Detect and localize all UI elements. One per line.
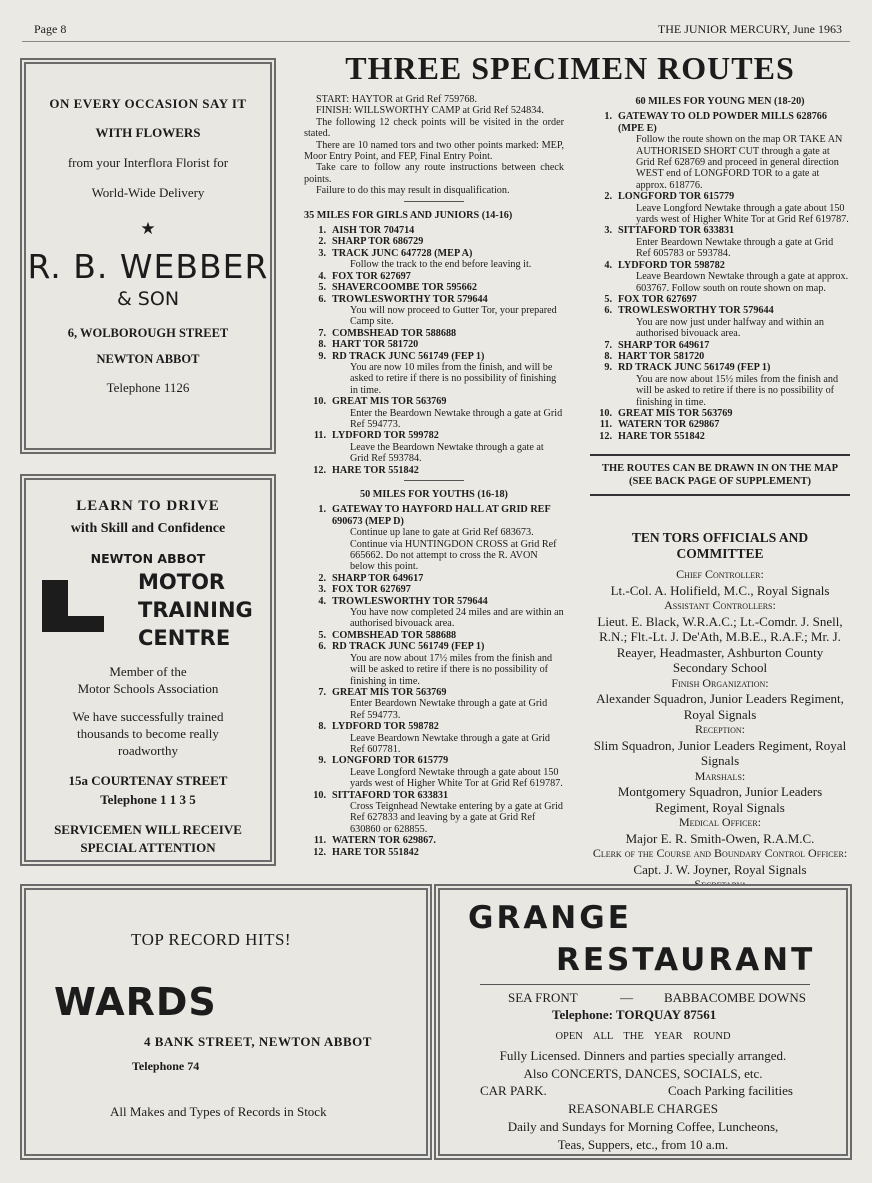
route50-heading: 50 MILES FOR YOUTHS (16-18): [360, 489, 508, 500]
checkpoint-item: [304, 630, 564, 641]
webber-advert: [20, 58, 276, 454]
motor-brand1: NEWTON ABBOT: [90, 551, 206, 566]
medical-title: Medical Officer:: [678, 815, 762, 829]
wards-address: 4 BANK STREET, NEWTON ABBOT: [144, 1034, 372, 1049]
motor-brand4: CENTRE: [138, 626, 231, 650]
checkpoint-item: [304, 596, 564, 630]
checkpoint-item: [304, 248, 564, 271]
checkpoint-name: COMBSHEAD TOR 588688: [332, 629, 457, 641]
motor-line2: with Skill and Confidence: [70, 521, 226, 536]
map-note: THE ROUTES CAN BE DRAWN IN ON THE MAP (SEE BACK PAGE OF SUPPLEMENT): [601, 463, 839, 488]
clerk-title: Clerk of the Course and Boundary Control Officer:: [592, 846, 848, 860]
checkpoint-name: WATERN TOR 629867.: [332, 835, 436, 847]
article-middle-column: [304, 94, 564, 858]
checkpoint-number: 5.: [318, 282, 326, 294]
checkpoint-number: 4.: [604, 259, 612, 271]
checkpoint-item: [304, 351, 564, 397]
section-rule: [590, 494, 850, 496]
medical-name: Major E. R. Smith-Owen, R.A.M.C.: [625, 830, 815, 846]
grange-line4: Teas, Suppers, etc., from 10 a.m.: [557, 1137, 729, 1152]
checkpoint-number: 2.: [318, 236, 326, 248]
webber-son: & SON: [116, 288, 180, 310]
checkpoint-number: 4.: [318, 270, 326, 282]
checkpoint-number: 8.: [604, 350, 612, 362]
grange-phone: Telephone: TORQUAY 87561: [552, 1007, 717, 1022]
wards-phone: Telephone 74: [132, 1059, 200, 1073]
motor-svc2: SPECIAL ATTENTION: [80, 840, 216, 855]
checkpoint-name: LONGFORD TOR 615779: [618, 191, 735, 203]
checkpoint-item: [590, 362, 850, 408]
checkpoint-number: 10.: [313, 789, 326, 801]
checkpoint-instruction: You are now about 17½ miles from the finish and will be asked to retire if there is no possibility of finishing in time.: [350, 652, 553, 687]
checkpoint-instruction: Enter the Beardown Newtake through a gate at Grid Ref 594773.: [350, 407, 563, 430]
motor-svc1: SERVICEMEN WILL RECEIVE: [54, 822, 242, 837]
checkpoint-number: 1.: [318, 504, 326, 516]
motor-trained1: We have successfully trained: [72, 709, 224, 724]
checkpoint-name: SHARP TOR 686729: [332, 236, 424, 248]
checkpoint-name: GREAT MIS TOR 563769: [332, 686, 447, 698]
checkpoint-name: TROWLESWORTHY TOR 579644: [618, 305, 774, 317]
checkpoint-name: COMBSHEAD TOR 588688: [332, 327, 457, 339]
checkpoint-item: [590, 294, 850, 305]
motor-street: 15a COURTENAY STREET: [68, 773, 228, 788]
checkpoint-number: 12.: [313, 464, 326, 476]
checkpoint-number: 6.: [318, 641, 326, 653]
clerk-name: Capt. J. W. Joyner, Royal Signals: [633, 861, 807, 877]
checkpoint-name: SITTAFORD TOR 633831: [332, 789, 449, 801]
checkpoint-item: [304, 282, 564, 293]
checkpoint-name: TROWLESWORTHY TOR 579644: [332, 293, 488, 305]
checkpoint-name: FOX TOR 627697: [332, 270, 411, 282]
checkpoint-name: TRACK JUNC 647728 (MEP A): [332, 247, 473, 259]
checkpoint-instruction: Leave Longford Newtake through a gate about 150 yards west of Higher White Tor at Grid Ref 619787.: [350, 766, 563, 790]
checkpoint-item: [304, 328, 564, 339]
page-number: Page 8: [34, 22, 67, 36]
intro-paragraph: There are 10 named tors and two other points marked: MEP, Moor Entry Point, and FEP, Final Entry Point.: [304, 139, 564, 163]
marshals-title: Marshals:: [694, 768, 746, 783]
checkpoint-item: [304, 790, 564, 836]
checkpoint-item: [590, 351, 850, 362]
asst-names: Lieut. E. Black, W.R.A.C.; Lt.-Comdr. J. Snell, R.N.; Flt.-Lt. J. De'Ath, M.B.E., R.A.F.; Mr. J. Reayer, Headmaster, Ashburton County Secondary School: [597, 613, 843, 675]
checkpoint-number: 6.: [604, 305, 612, 317]
checkpoint-number: 5.: [318, 629, 326, 641]
chief-name: Lt.-Col. A. Holifield, M.C., Royal Signals: [610, 582, 830, 598]
chief-title: Chief Controller:: [676, 567, 764, 581]
checkpoint-instruction: Leave Beardown Newtake through a gate at approx. 603767. Follow south on route shown on map.: [636, 271, 849, 294]
checkpoint-item: [304, 504, 564, 572]
wards-tagline: All Makes and Types of Records in Stock: [110, 1104, 327, 1119]
checkpoint-instruction: You are now 10 miles from the finish, and will be asked to retire if there is no possibility of finishing in time.: [350, 361, 557, 396]
webber-town: NEWTON ABBOT: [96, 352, 200, 366]
checkpoint-name: SHARP TOR 649617: [618, 339, 710, 351]
route60-list: [590, 111, 850, 442]
checkpoint-item: [590, 340, 850, 351]
checkpoint-number: 1.: [318, 225, 326, 237]
checkpoint-name: HARE TOR 551842: [332, 464, 419, 476]
grange-coach: Coach Parking facilities: [668, 1083, 793, 1098]
checkpoint-number: 1.: [604, 111, 612, 123]
checkpoint-instruction: Follow the route shown on the map OR TAKE AN AUTHORISED SHORT CUT through a gate at Grid Ref 628769 and proceed in general direction WEST end of LONGFORD TOR to a gate at approx. 618776.: [636, 134, 843, 191]
checkpoint-name: TROWLESWORTHY TOR 579644: [332, 595, 488, 607]
checkpoint-name: RD TRACK JUNC 561749 (FEP 1): [618, 362, 771, 374]
webber-line1: ON EVERY OCCASION SAY IT: [49, 96, 247, 111]
checkpoint-instruction: You have now completed 24 miles and are within an authorised bivouack area.: [350, 607, 564, 630]
wards-advert: [20, 884, 432, 1160]
checkpoint-name: SHARP TOR 649617: [332, 572, 424, 584]
checkpoint-instruction: Leave the Beardown Newtake through a gate at Grid Ref 593784.: [350, 441, 544, 465]
motor-brand3: TRAINING: [138, 598, 253, 622]
route35-heading: 35 MILES FOR GIRLS AND JUNIORS (14-16): [304, 209, 513, 221]
separator: [404, 480, 464, 481]
grange-dash: —: [620, 990, 633, 1005]
checkpoint-name: SHAVERCOOMBE TOR 595662: [332, 282, 477, 294]
checkpoint-item: [304, 339, 564, 350]
motor-brand2: MOTOR: [138, 570, 226, 594]
webber-street: 6, WOLBOROUGH STREET: [67, 326, 229, 340]
grange-open: OPEN ALL THE YEAR ROUND: [555, 1031, 731, 1042]
checkpoint-number: 7.: [318, 327, 326, 339]
motor-trained3: roadworthy: [118, 743, 178, 758]
grange-advert: [434, 884, 852, 1160]
l-plate-foot: [42, 616, 104, 632]
checkpoint-item: [304, 573, 564, 584]
checkpoint-name: HART TOR 581720: [332, 339, 419, 351]
checkpoint-name: GREAT MIS TOR 563769: [332, 396, 447, 408]
checkpoint-item: [590, 305, 850, 339]
grange-park: CAR PARK.: [480, 1083, 547, 1098]
checkpoint-number: 9.: [604, 362, 612, 374]
checkpoint-name: RD TRACK JUNC 561749 (FEP 1): [332, 641, 485, 653]
checkpoint-name: HARE TOR 551842: [618, 430, 705, 442]
checkpoint-item: [304, 847, 564, 858]
checkpoint-item: [304, 396, 564, 430]
checkpoint-number: 8.: [318, 721, 326, 733]
checkpoint-instruction: Cross Teignhead Newtake entering by a gate at Grid Ref 627833 and leaving by a gate at Grid Ref 630860 or 628855.: [350, 800, 563, 835]
grange-charges: REASONABLE CHARGES: [568, 1101, 718, 1116]
separator: [404, 201, 464, 202]
grange-line3: Daily and Sundays for Morning Coffee, Luncheons,: [507, 1119, 779, 1134]
article-intro: [304, 94, 564, 197]
webber-phone: Telephone 1126: [106, 380, 190, 395]
checkpoint-name: LYDFORD TOR 598782: [618, 259, 725, 271]
grange-loc2: BABBACOMBE DOWNS: [664, 990, 806, 1005]
checkpoint-name: RD TRACK JUNC 561749 (FEP 1): [332, 350, 485, 362]
checkpoint-name: AISH TOR 704714: [332, 225, 415, 237]
grange-rule: [480, 984, 810, 985]
webber-line3: from your Interflora Florist for: [67, 155, 229, 170]
reception-title: Reception:: [694, 722, 745, 736]
checkpoint-name: LONGFORD TOR 615779: [332, 755, 449, 767]
checkpoint-number: 8.: [318, 339, 326, 351]
checkpoint-instruction: You are now about 15½ miles from the finish and will be asked to retire if there is no possibility of finishing in time.: [636, 373, 839, 408]
motor-training-advert: [20, 474, 276, 866]
checkpoint-instruction: Enter Beardown Newtake through a gate at Grid Ref 594773.: [350, 698, 548, 721]
checkpoint-number: 11.: [313, 430, 326, 442]
checkpoint-item: [590, 419, 850, 430]
wards-hits: TOP RECORD HITS!: [131, 930, 292, 949]
checkpoint-item: [304, 755, 564, 789]
route50-list: [304, 504, 564, 858]
article-title: THREE SPECIMEN ROUTES: [345, 50, 795, 86]
checkpoint-item: [304, 225, 564, 236]
checkpoint-item: [304, 584, 564, 595]
article-right-column: [590, 96, 850, 496]
checkpoint-number: 3.: [604, 225, 612, 237]
masthead: THE JUNIOR MERCURY, June 1963: [657, 22, 842, 36]
checkpoint-number: 10.: [599, 407, 612, 419]
checkpoint-number: 12.: [599, 430, 612, 442]
checkpoint-name: LYDFORD TOR 599782: [332, 430, 439, 442]
route35-list: [304, 225, 564, 476]
grange-name2: RESTAURANT: [556, 942, 816, 978]
marshals-names: Montgomery Squadron, Junior Leaders Regiment, Royal Signals: [617, 784, 823, 815]
officials-section: [590, 530, 850, 908]
checkpoint-name: LYDFORD TOR 598782: [332, 721, 439, 733]
checkpoint-number: 3.: [318, 247, 326, 259]
checkpoint-item: [304, 236, 564, 247]
checkpoint-item: [590, 408, 850, 419]
checkpoint-number: 2.: [318, 572, 326, 584]
officials-heading: TEN TORS OFFICIALS AND COMMITTEE: [631, 530, 809, 561]
checkpoint-number: 7.: [318, 686, 326, 698]
motor-trained2: thousands to become really: [77, 726, 219, 741]
checkpoint-number: 6.: [318, 293, 326, 305]
checkpoint-number: 4.: [318, 595, 326, 607]
grange-name1: GRANGE: [468, 900, 632, 936]
checkpoint-name: HART TOR 581720: [618, 350, 705, 362]
checkpoint-name: GATEWAY TO OLD POWDER MILLS 628766 (MPE E): [618, 111, 827, 134]
checkpoint-instruction: Continue up lane to gate at Grid Ref 683673. Continue via HUNTINGDON CROSS at Grid Ref 665662. Do not attempt to cross the R. AVON below this point.: [350, 527, 557, 573]
checkpoint-number: 2.: [604, 191, 612, 203]
checkpoint-name: FOX TOR 627697: [332, 584, 411, 596]
checkpoint-item: [590, 225, 850, 259]
checkpoint-item: [304, 294, 564, 328]
checkpoint-instruction: Leave Beardown Newtake through a gate at Grid Ref 607781.: [350, 732, 550, 755]
finish-names: Alexander Squadron, Junior Leaders Regiment, Royal Signals: [596, 691, 844, 722]
checkpoint-number: 11.: [313, 835, 326, 847]
checkpoint-number: 9.: [318, 755, 326, 767]
checkpoint-item: [304, 271, 564, 282]
reception-names: Slim Squadron, Junior Leaders Regiment, Royal Signals: [593, 737, 847, 768]
checkpoint-name: SITTAFORD TOR 633831: [618, 225, 735, 237]
checkpoint-item: [590, 111, 850, 191]
grange-line1: Fully Licensed. Dinners and parties specially arranged.: [499, 1048, 787, 1063]
checkpoint-item: [304, 641, 564, 687]
checkpoint-number: 5.: [604, 293, 612, 305]
checkpoint-number: 7.: [604, 339, 612, 351]
intro-paragraph: Failure to do this may result in disqualification.: [316, 185, 510, 197]
asst-title: Assistant Controllers:: [664, 598, 776, 612]
section-rule: [590, 454, 850, 456]
wards-name: WARDS: [54, 980, 217, 1024]
checkpoint-number: 9.: [318, 350, 326, 362]
grange-loc1: SEA FRONT: [508, 990, 578, 1005]
checkpoint-instruction: You are now just under halfway and within an authorised bivouack area.: [636, 316, 824, 340]
intro-paragraph: FINISH: WILLSWORTHY CAMP at Grid Ref 524834.: [316, 105, 544, 117]
checkpoint-instruction: Follow the track to the end before leaving it.: [350, 259, 532, 271]
grange-line2: Also CONCERTS, DANCES, SOCIALS, etc.: [523, 1066, 763, 1081]
motor-line1: LEARN TO DRIVE: [76, 498, 220, 514]
checkpoint-item: [590, 431, 850, 442]
checkpoint-instruction: You will now proceed to Gutter Tor, your prepared Camp site.: [350, 304, 557, 328]
checkpoint-number: 10.: [313, 396, 326, 408]
checkpoint-name: WATERN TOR 629867: [618, 419, 720, 431]
checkpoint-item: [304, 687, 564, 721]
checkpoint-item: [590, 191, 850, 225]
motor-member1: Member of the: [109, 664, 187, 679]
checkpoint-item: [590, 260, 850, 294]
webber-line2: WITH FLOWERS: [95, 125, 201, 140]
checkpoint-name: FOX TOR 627697: [618, 293, 697, 305]
star-icon: ★: [140, 219, 156, 238]
checkpoint-item: [304, 721, 564, 755]
checkpoint-instruction: Enter Beardown Newtake through a gate at Grid Ref 605783 or 593784.: [636, 236, 834, 260]
checkpoint-instruction: Leave Longford Newtake through a gate about 150 yards west of Higher White Tor at Grid Ref 619787.: [636, 202, 849, 226]
webber-line4: World-Wide Delivery: [91, 185, 205, 200]
checkpoint-item: [304, 835, 564, 846]
checkpoint-number: 11.: [599, 419, 612, 431]
checkpoint-item: [304, 430, 564, 464]
intro-paragraph: The following 12 check points will be visited in the order stated.: [304, 116, 564, 140]
finish-title: Finish Organization:: [671, 675, 769, 690]
header-rule: [22, 41, 850, 42]
route60-heading: 60 MILES FOR YOUNG MEN (18-20): [635, 96, 805, 107]
intro-paragraph: Take care to follow any route instructions between check points.: [304, 162, 564, 185]
checkpoint-name: HARE TOR 551842: [332, 846, 419, 858]
checkpoint-item: [304, 465, 564, 476]
checkpoint-number: 3.: [318, 584, 326, 596]
checkpoint-name: GATEWAY TO HAYFORD HALL AT GRID REF 690673 (MEP D): [332, 504, 551, 527]
checkpoint-name: GREAT MIS TOR 563769: [618, 407, 733, 419]
motor-logo-block: [26, 570, 270, 660]
motor-phone: Telephone 1 1 3 5: [100, 792, 196, 807]
checkpoint-number: 12.: [313, 846, 326, 858]
intro-paragraph: START: HAYTOR at Grid Ref 759768.: [316, 94, 478, 105]
webber-name: R. B. WEBBER: [27, 247, 269, 286]
motor-member2: Motor Schools Association: [77, 681, 219, 696]
